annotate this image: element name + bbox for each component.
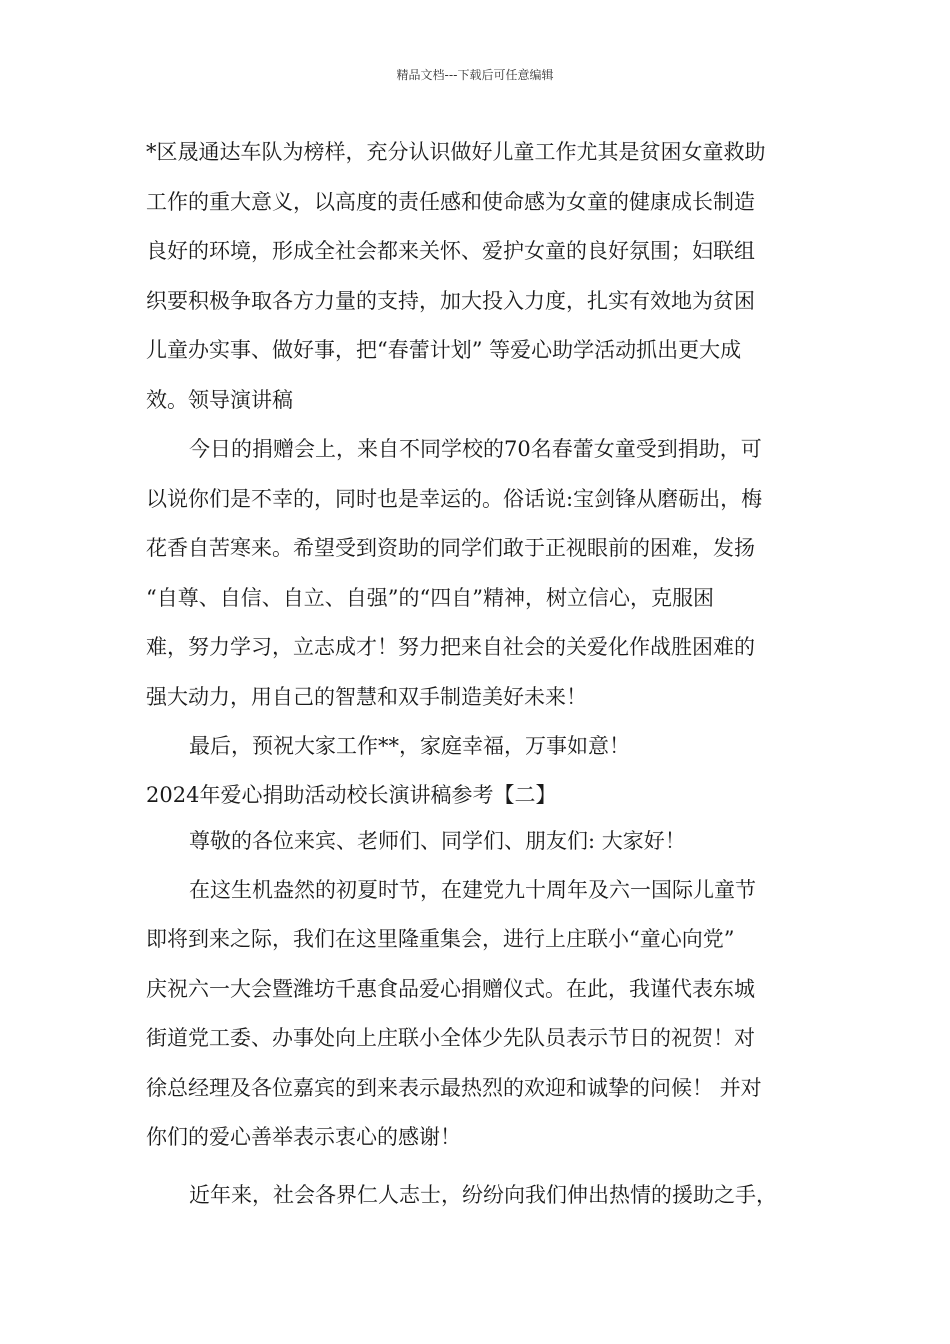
text-line: “自尊、自信、自立、自强”的“四自”精神，树立信心，克服困 (146, 585, 714, 610)
document-body (146, 128, 826, 1220)
text-line: 你们的爱心善举表示衷心的感谢！ (146, 1125, 461, 1149)
paragraph-5 (146, 1171, 826, 1221)
text-line: 良好的环境，形成全社会都来关怀、爱护女童的良好氛围；妇联组 (146, 239, 755, 263)
text-line: 近年来，社会各界仁人志士，纷纷向我们伸出热情的援助之手， (189, 1182, 777, 1207)
text-line: 以说你们是不幸的，同时也是幸运的。俗话说:宝剑锋从磨砺出，梅 (146, 486, 763, 511)
greeting-line: 尊敬的各位来宾、老师们、同学们、朋友们: 大家好！ (189, 828, 686, 853)
text-line: 儿童办实事、做好事，把“春蕾计划” 等爱心助学活动抓出更大成 (146, 338, 742, 362)
text-line: 最后，预祝大家工作**，家庭幸福，万事如意！ (189, 734, 630, 758)
text-line: 街道党工委、办事处向上庄联小全体少先队员表示节日的祝贺！对 (146, 1026, 755, 1050)
text-line: 今日的捐赠会上，来自不同学校的70名春蕾女童受到捐助，可 (189, 437, 762, 461)
text-line: 织要积极争取各方力量的支持，加大投入力度，扎实有效地为贫困 (146, 288, 755, 313)
text-line: 即将到来之际，我们在这里隆重集会，进行上庄联小“童心向党” (146, 927, 735, 951)
page-header: 精品文档---下载后可任意编辑 (396, 68, 554, 82)
section-heading: 2024年爱心捐助活动校长演讲稿参考【二】 (146, 782, 557, 807)
text-line: 徐总经理及各位嘉宾的到来表示最热烈的欢迎和诚挚的问候！ 并对 (146, 1075, 762, 1100)
text-line: 强大动力，用自己的智慧和双手制造美好未来！ (146, 684, 587, 709)
text-line: 难，努力学习，立志成才！努力把来自社会的关爱化作战胜困难的 (146, 635, 755, 659)
text-line: *区晟通达车队为榜样，充分认识做好儿童工作尤其是贫困女童救助 (146, 140, 766, 164)
paragraph-1 (146, 128, 826, 425)
text-line: 效。领导演讲稿 (146, 387, 293, 412)
text-line: 庆祝六一大会暨潍坊千惠食品爱心捐赠仪式。在此，我谨代表东城 (146, 976, 755, 1001)
paragraph-3 (146, 722, 826, 772)
paragraph-4 (146, 866, 826, 1163)
paragraph-2 (146, 425, 826, 722)
text-line: 在这生机盎然的初夏时节，在建党九十周年及六一国际儿童节 (189, 877, 756, 902)
text-line: 工作的重大意义，以高度的责任感和使命感为女童的健康成长制造 (146, 189, 755, 214)
text-line: 花香自苦寒来。希望受到资助的同学们敢于正视眼前的困难，发扬 (146, 536, 755, 560)
